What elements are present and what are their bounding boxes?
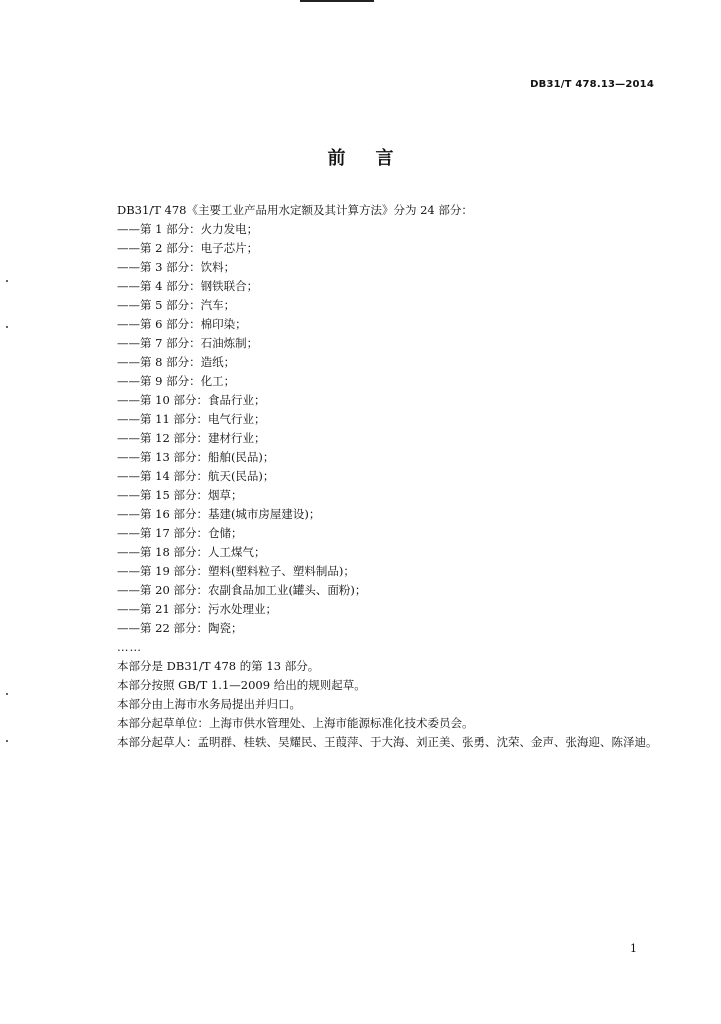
list-item: ——第 7 部分：石油炼制； xyxy=(117,336,259,350)
list-ellipsis: …… xyxy=(117,640,142,654)
parts-list xyxy=(117,220,677,638)
page-title: 前言 xyxy=(327,148,424,169)
list-item: ——第 18 部分：人工煤气； xyxy=(117,545,266,559)
scan-speck xyxy=(6,326,8,328)
list-item: ——第 1 部分：火力发电； xyxy=(117,222,259,236)
list-item: ——第 19 部分：塑料(塑料粒子、塑料制品)； xyxy=(117,564,355,578)
document-code: DB31/T 478.13—2014 xyxy=(530,79,654,90)
list-item: ——第 5 部分：汽车； xyxy=(117,298,236,312)
scan-speck xyxy=(6,280,8,282)
preface-body xyxy=(117,201,677,752)
list-item: ——第 13 部分：船舶(民品)； xyxy=(117,450,275,464)
list-item: ——第 9 部分：化工； xyxy=(117,374,236,388)
notes-section xyxy=(117,657,677,752)
list-item: ——第 4 部分：钢铁联合； xyxy=(117,279,259,293)
list-item: ——第 21 部分：污水处理业； xyxy=(117,602,277,616)
list-item: ——第 12 部分：建材行业； xyxy=(117,431,266,445)
scan-speck xyxy=(6,693,8,695)
list-item: ——第 20 部分：农副食品加工业(罐头、面粉)； xyxy=(117,583,367,597)
note-part-number: 本部分是 DB31/T 478 的第 13 部分。 xyxy=(117,659,320,673)
list-item: ——第 6 部分：棉印染； xyxy=(117,317,247,331)
list-item: ——第 15 部分：烟草； xyxy=(117,488,243,502)
list-item: ——第 11 部分：电气行业； xyxy=(117,412,266,426)
note-drafting-units: 本部分起草单位：上海市供水管理处、上海市能源标准化技术委员会。 xyxy=(117,716,474,730)
list-item: ——第 16 部分：基建(城市房屋建设)； xyxy=(117,507,321,521)
note-proposer: 本部分由上海市水务局提出并归口。 xyxy=(117,697,301,711)
intro-paragraph: DB31/T 478《主要工业产品用水定额及其计算方法》分为 24 部分： xyxy=(117,203,473,217)
list-item: ——第 22 部分：陶瓷； xyxy=(117,621,243,635)
list-item: ——第 14 部分：航天(民品)； xyxy=(117,469,275,483)
top-rule xyxy=(300,0,374,2)
note-drafters: 本部分起草人：孟明群、桂轶、吴耀民、王葭萍、于大海、刘正美、张勇、沈荣、金声、张海迎、陈泽迪。 xyxy=(117,735,658,749)
list-item: ——第 2 部分：电子芯片； xyxy=(117,241,259,255)
note-drafting-rules: 本部分按照 GB/T 1.1—2009 给出的规则起草。 xyxy=(117,678,366,692)
list-item: ——第 8 部分：造纸； xyxy=(117,355,236,369)
scan-speck xyxy=(6,740,8,742)
page-number: 1 xyxy=(630,942,637,955)
list-item: ——第 3 部分：饮料； xyxy=(117,260,236,274)
list-item: ——第 17 部分：仓储； xyxy=(117,526,243,540)
list-item: ——第 10 部分：食品行业； xyxy=(117,393,266,407)
